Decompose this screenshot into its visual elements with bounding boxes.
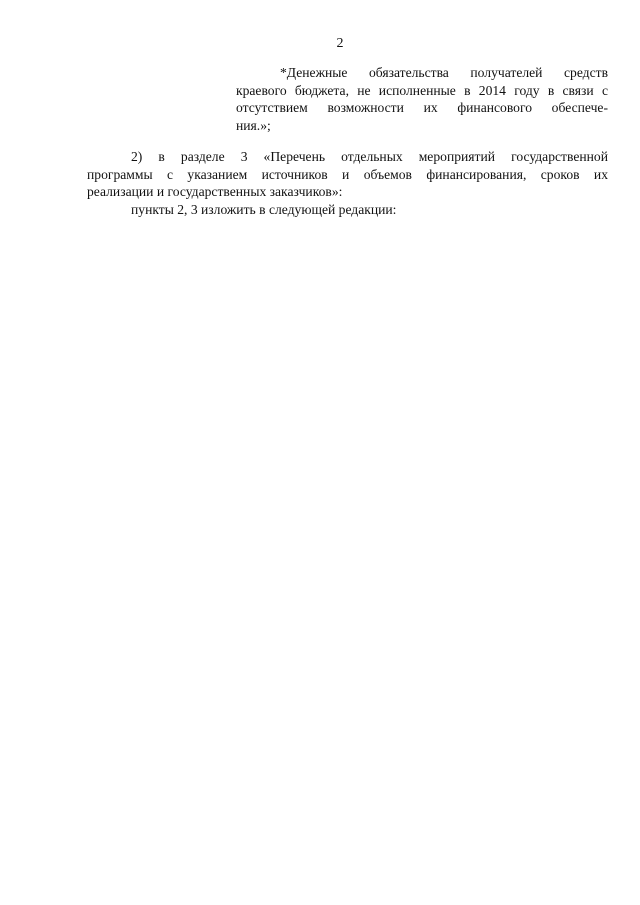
paragraph-line-3: реализации и государственных заказчиков»: bbox=[87, 184, 343, 199]
footnote-line-4: ния.»; bbox=[236, 117, 271, 133]
amendment-paragraph bbox=[87, 148, 608, 218]
footnote-line-3: отсутствием возможности их финансового обеспече- bbox=[236, 100, 608, 115]
paragraph-line-1: 2) в разделе 3 «Перечень отдельных мероприятий государственной bbox=[131, 149, 608, 164]
footnote-line-1: *Денежные обязательства получателей средств bbox=[280, 65, 608, 80]
paragraph-line-2: программы с указанием источников и объемов финансирования, сроков их bbox=[87, 166, 608, 182]
paragraph-line-4: пункты 2, 3 изложить в следующей редакции: bbox=[131, 201, 397, 217]
footnote-line-2: краевого бюджета, не исполненные в 2014 году в связи с bbox=[236, 82, 608, 98]
page-number: 2 bbox=[336, 36, 344, 51]
footnote-block bbox=[236, 64, 608, 134]
